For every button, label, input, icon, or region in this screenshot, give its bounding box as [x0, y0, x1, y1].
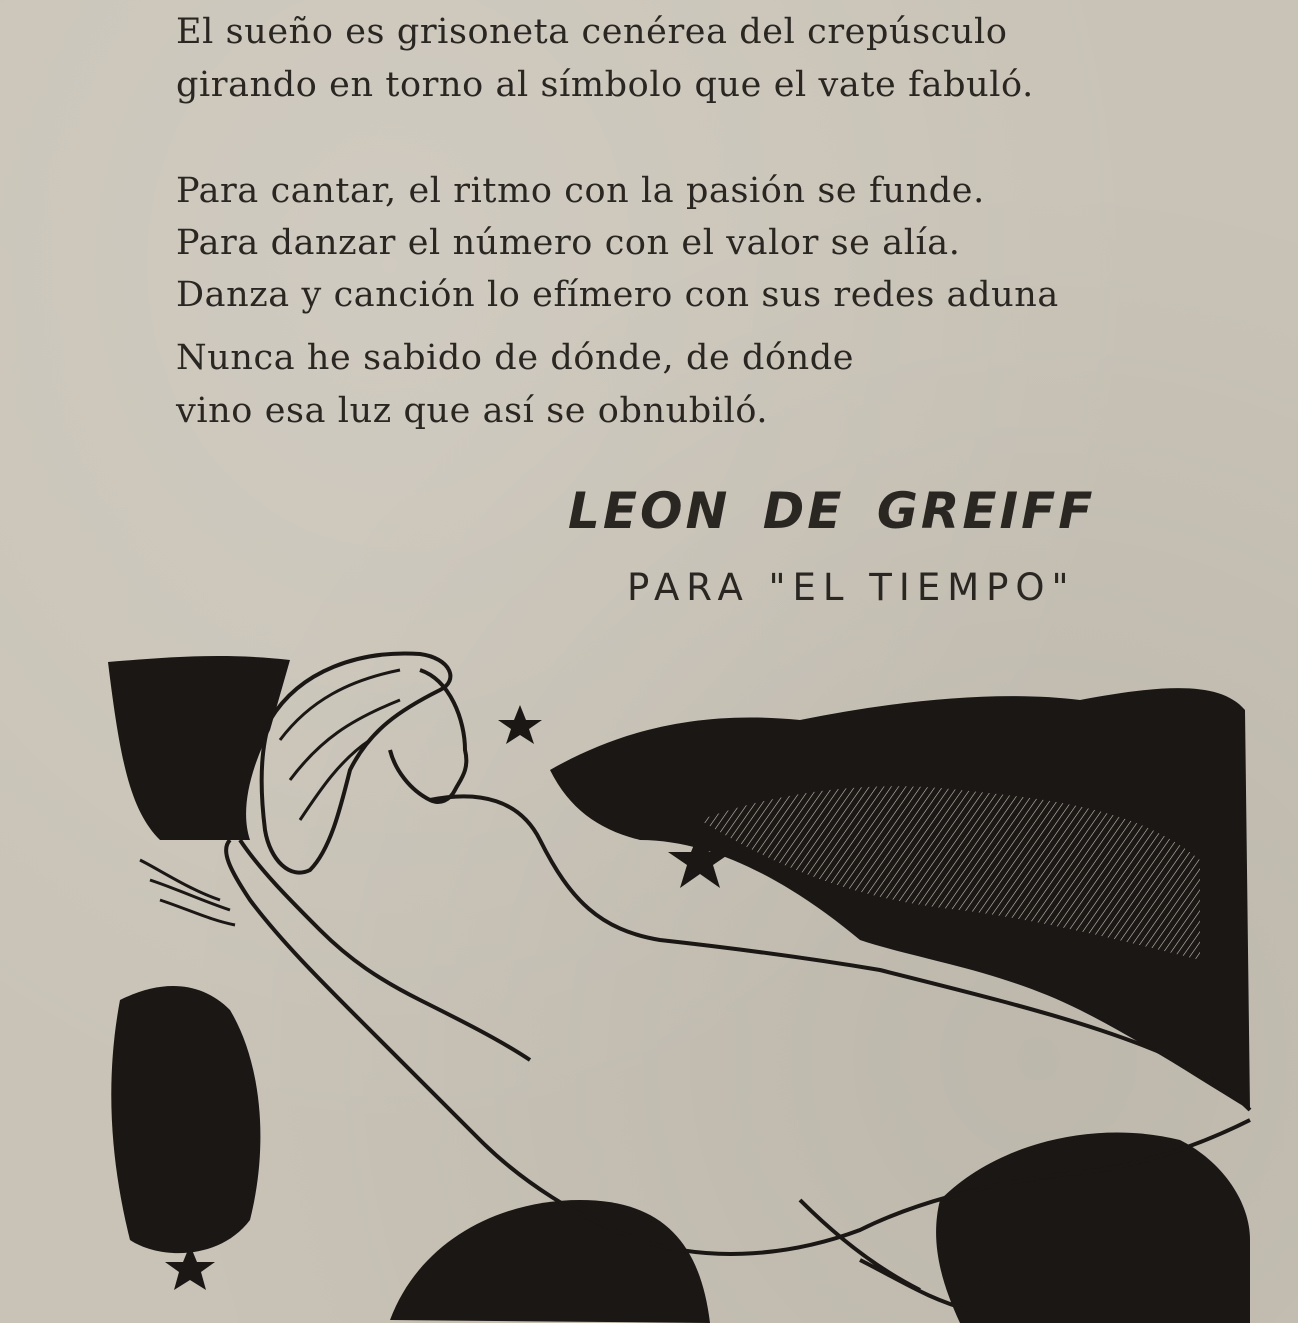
woman-arm: [240, 840, 530, 1060]
poem-line: Para cantar, el ritmo con la pasión se funde.: [176, 171, 985, 211]
poem-line: El sueño es grisoneta cenérea del crepúsculo: [176, 12, 1008, 52]
author-signature: LEON DE GREIFF: [568, 482, 1096, 540]
woman-hair-strands: [280, 670, 400, 820]
poem-line: Nunca he sabido de dónde, de dónde: [176, 338, 855, 378]
poem-line: girando en torno al símbolo que el vate fabuló.: [176, 65, 1034, 105]
woodcut-illustration: [100, 640, 1260, 1323]
dark-hill-lower-left: [111, 986, 260, 1253]
publication-credit: PARA "EL TIEMPO": [627, 566, 1076, 609]
poem-line: Danza y canción lo efímero con sus redes aduna: [176, 275, 1059, 315]
dark-hill-bottom: [390, 1200, 710, 1323]
dark-hill-bottom-right: [936, 1133, 1250, 1323]
woman-hand: [140, 860, 235, 925]
poem-line: Para danzar el número con el valor se alía.: [176, 223, 961, 263]
poem-stanza-1: [176, 6, 1034, 112]
star-icon: [498, 705, 542, 744]
woman-face: [390, 670, 466, 802]
poem-stanza-2: [176, 165, 1059, 321]
woman-hair: [262, 654, 451, 873]
poem-line: vino esa luz que así se obnubiló.: [176, 391, 769, 431]
poem-stanza-3: [176, 332, 854, 438]
